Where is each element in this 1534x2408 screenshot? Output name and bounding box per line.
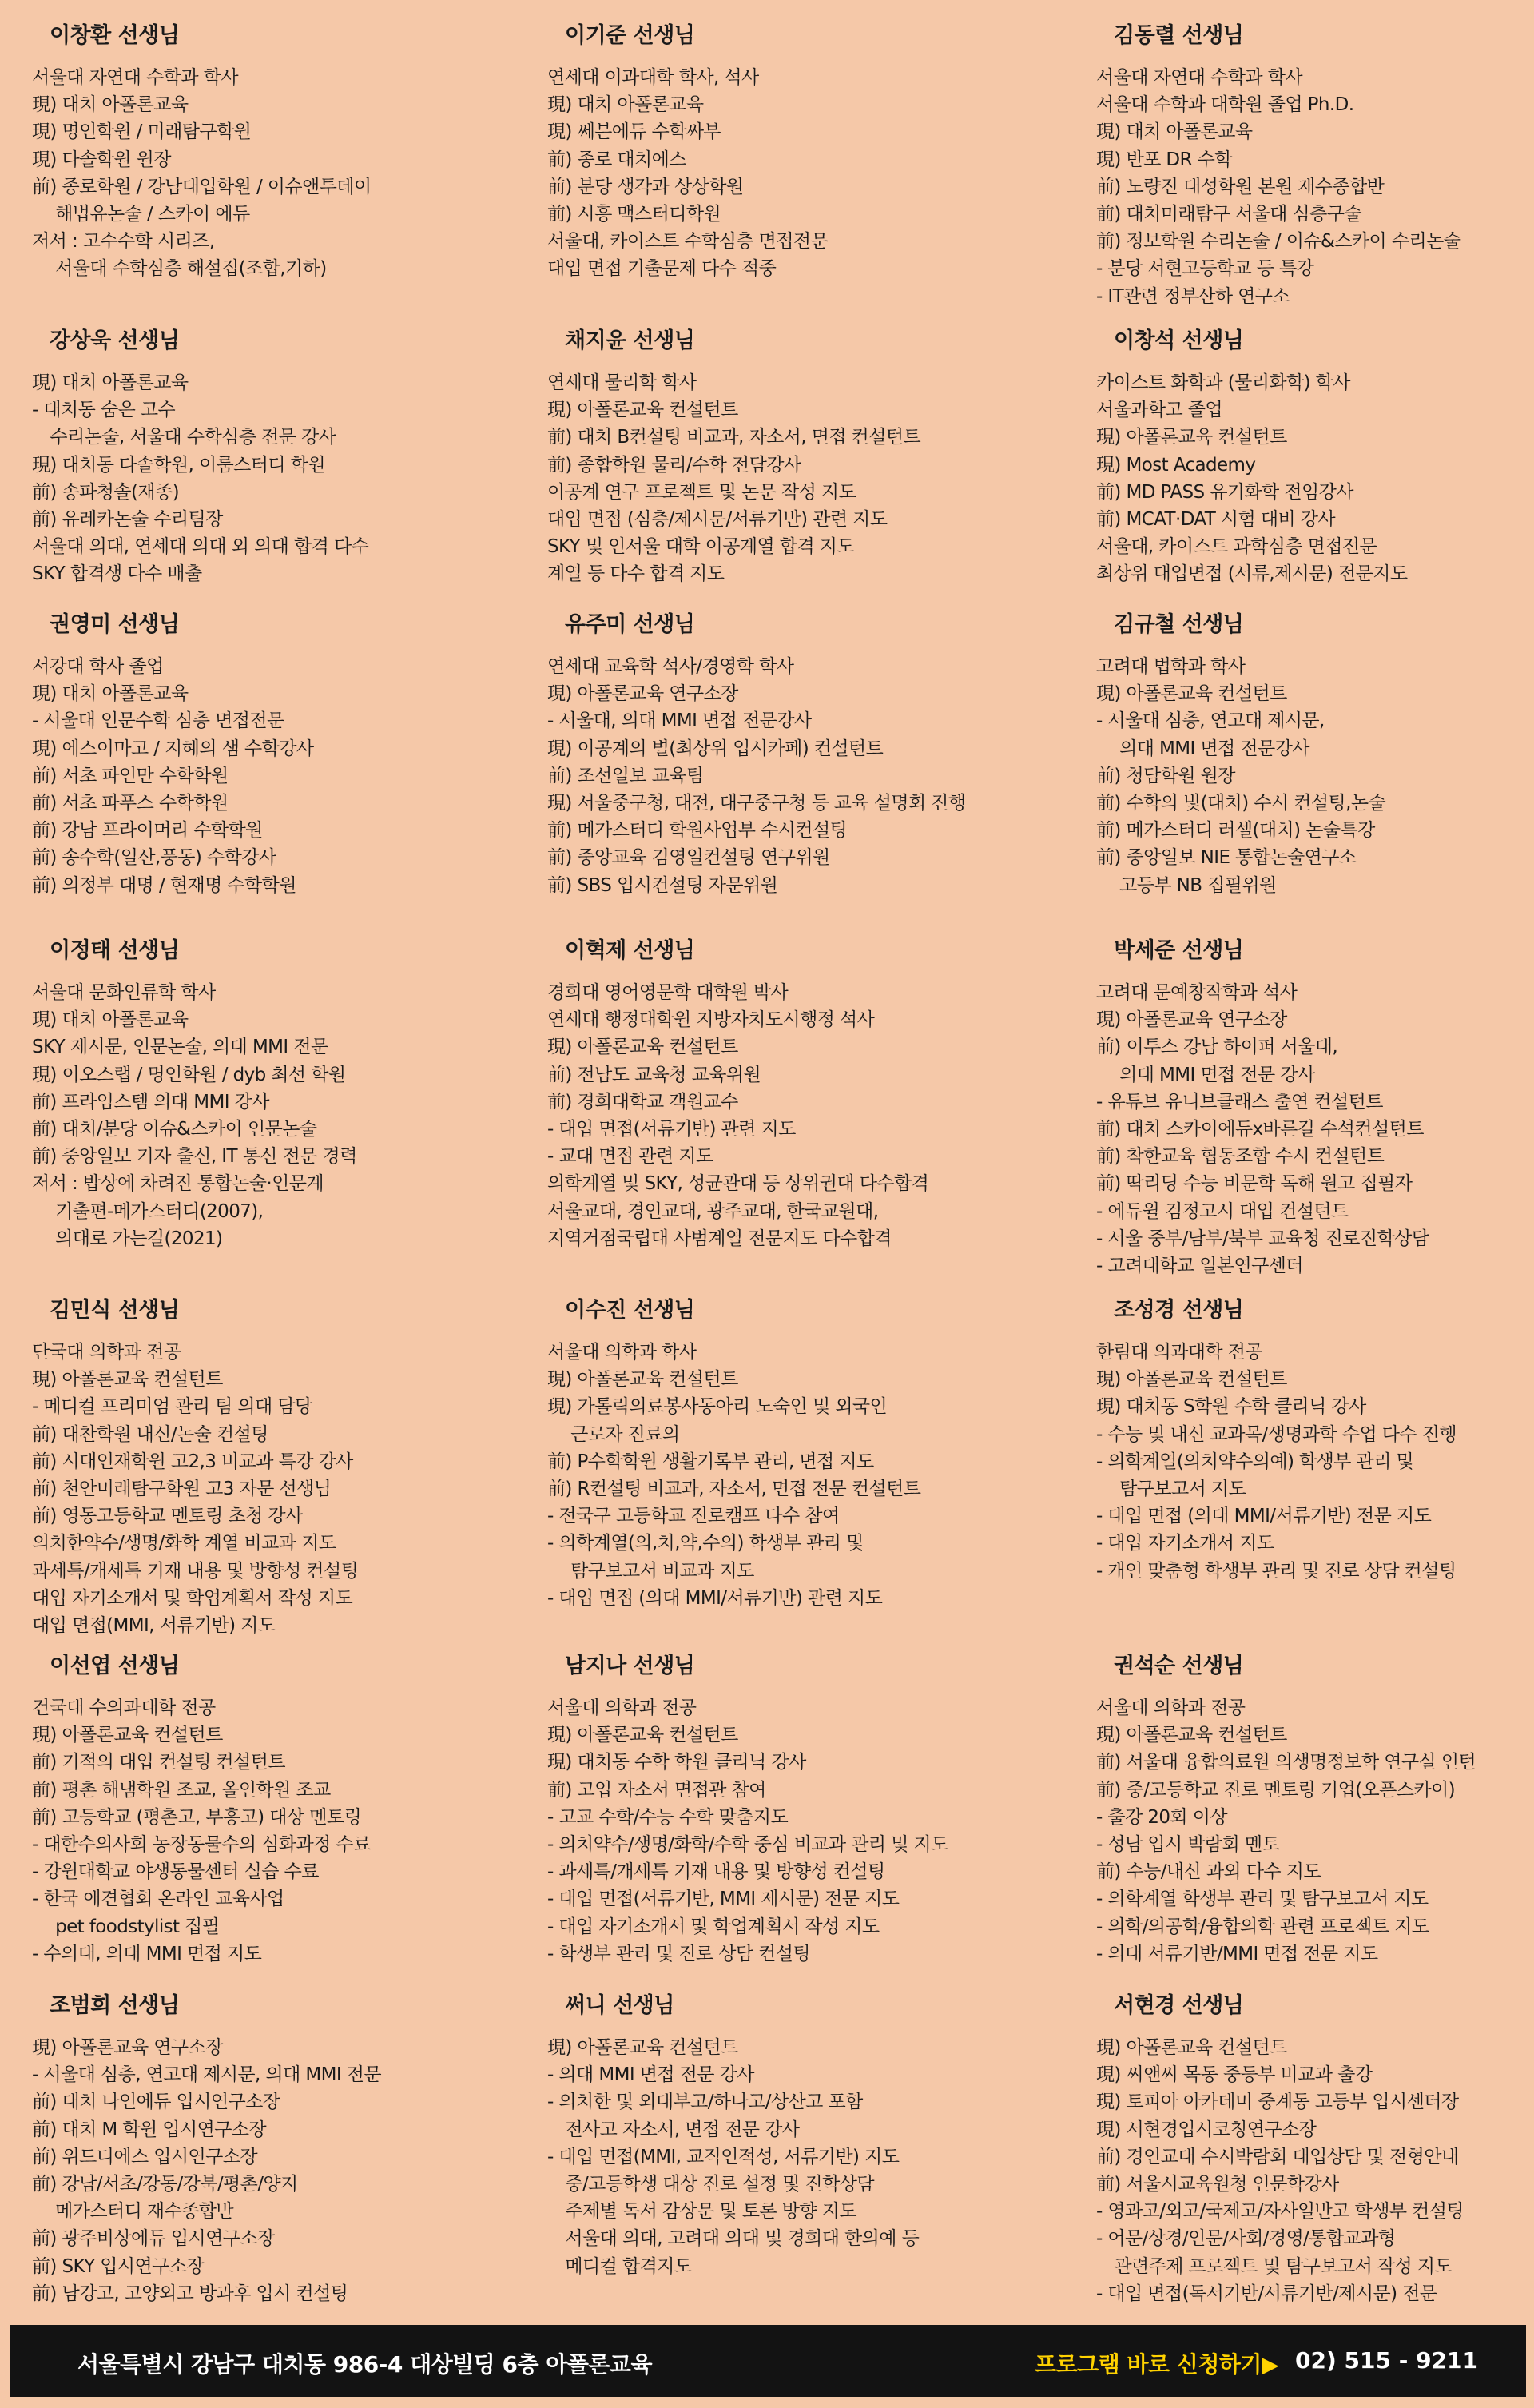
credential-line: 서울대, 카이스트 수학심층 면접전문 — [547, 231, 829, 253]
instructor-name: 김동렬 선생님 — [1114, 23, 1244, 48]
credential-line: 前) 강남/서초/강동/강북/평촌/양지 — [32, 2174, 298, 2195]
credential-line: 前) 송파청솔(재종) — [32, 481, 179, 503]
instructor-name: 써니 선생님 — [565, 1993, 674, 2018]
credential-line: 前) 종로 대치에스 — [547, 149, 686, 170]
credential-line: 前) 수학의 빛(대치) 수시 컨설팅,논술 — [1096, 793, 1386, 814]
credential-line: 근로자 진료의 — [547, 1423, 680, 1445]
credential-line: 주제별 독서 감상문 및 토론 방향 지도 — [547, 2201, 856, 2223]
credential-line: 前) 청담학원 원장 — [1096, 765, 1235, 786]
instructor-credentials — [1096, 369, 1528, 588]
credential-line: 前) 대치/분당 이슈&스카이 인문논술 — [32, 1119, 317, 1140]
instructor-card — [1096, 939, 1528, 1280]
credential-line: - 과세특/개세특 기재 내용 및 방향성 컨설팅 — [547, 1861, 885, 1883]
credential-line: 現) 토피아 아카데미 중계동 고등부 입시센터장 — [1096, 2092, 1459, 2113]
instructor-credentials — [1096, 64, 1528, 310]
credential-line: 의학계열 및 SKY, 성균관대 등 상위권대 다수합격 — [547, 1173, 929, 1195]
credential-line: 연세대 교육학 석사/경영학 학사 — [547, 656, 794, 677]
credential-line: 서울대 의대, 고려대 의대 및 경희대 한의예 등 — [547, 2228, 920, 2250]
credential-line: SKY 합격생 다수 배출 — [32, 563, 202, 585]
credential-line: 최상위 대입면접 (서류,제시문) 전문지도 — [1096, 563, 1408, 585]
credential-line: - 수의대, 의대 MMI 면접 지도 — [32, 1943, 262, 1964]
credential-line: 저서 : 고수수학 시리즈, — [32, 231, 215, 253]
footer-address: 서울특별시 강남구 대치동 986-4 대상빌딩 6층 아폴론교육 — [77, 2351, 653, 2378]
credential-line: 前) 송수학(일산,풍동) 수학강사 — [32, 847, 276, 869]
credential-line: 前) SKY 입시연구소장 — [32, 2255, 205, 2277]
credential-line: 서울대 의학과 학사 — [547, 1342, 697, 1363]
apply-program-link[interactable]: 프로그램 바로 신청하기▶ — [1035, 2351, 1279, 2378]
credential-line: - 의치약수/생명/화학/수학 중심 비교과 관리 및 지도 — [547, 1834, 948, 1856]
credential-line: 前) 대치 M 학원 입시연구소장 — [32, 2119, 267, 2140]
instructor-credentials — [32, 1339, 511, 1639]
credential-line: 前) 분당 생각과 상상학원 — [547, 176, 744, 197]
instructor-name: 김민식 선생님 — [50, 1298, 180, 1323]
instructor-name: 박세준 선생님 — [1114, 938, 1244, 963]
credential-line: 저서 : 밥상에 차려진 통합논술·인문계 — [32, 1173, 324, 1195]
credential-line: - 대입 면접(독서기반/서류기반/제시문) 전문 — [1096, 2283, 1437, 2304]
instructor-credentials — [32, 1694, 511, 1968]
credential-line: SKY 제시문, 인문논술, 의대 MMI 전문 — [32, 1037, 328, 1058]
credential-line: 前) 서초 파푸스 수학학원 — [32, 793, 229, 814]
instructor-name: 조성경 선생님 — [1114, 1298, 1244, 1323]
credential-line: 서울과학고 졸업 — [1096, 400, 1223, 421]
instructor-name: 이선엽 선생님 — [50, 1654, 180, 1678]
credential-line: SKY 및 인서울 대학 이공계열 합격 지도 — [547, 536, 855, 558]
credential-line: 現) 대치동 다솔학원, 이룸스터디 학원 — [32, 454, 325, 476]
credential-line: 現) 아폴론교육 컨설턴트 — [547, 1369, 738, 1391]
credential-line: - 서울대, 의대 MMI 면접 전문강사 — [547, 710, 812, 732]
instructor-credentials — [1096, 653, 1528, 899]
credential-line: 前) R컨설팅 비교과, 자소서, 면접 전문 컨설턴트 — [547, 1479, 921, 1500]
credential-line: 前) 종합학원 물리/수학 전담강사 — [547, 454, 801, 476]
instructor-credentials — [32, 64, 511, 283]
credential-line: 기출편-메가스터디(2007), — [32, 1200, 264, 1222]
credential-line: 前) 종로학원 / 강남대입학원 / 이슈앤투데이 — [32, 176, 372, 197]
credential-line: 現) 아폴론교육 연구소장 — [547, 683, 738, 705]
credential-line: - 수능 및 내신 교과목/생명과학 수업 다수 진행 — [1096, 1423, 1457, 1445]
credential-line: 現) 쎄븐에듀 수학싸부 — [547, 121, 721, 143]
credential-line: - 대치동 숨은 고수 — [32, 400, 176, 421]
credential-line: 前) 대치 스카이에듀x바른길 수석컨설턴트 — [1096, 1119, 1424, 1140]
credential-line: 이공계 연구 프로젝트 및 논문 작성 지도 — [547, 481, 856, 503]
credential-line: 前) 서초 파인만 수학학원 — [32, 765, 229, 786]
credential-line: 現) 이공계의 별(최상위 입시카페) 컨설턴트 — [547, 738, 884, 759]
credential-line: 現) 이오스랩 / 명인학원 / dyb 최선 학원 — [32, 1064, 346, 1085]
credential-line: 現) 대치 아폴론교육 — [32, 1009, 189, 1031]
credential-line: 서울대 의대, 연세대 의대 외 의대 합격 다수 — [32, 536, 369, 558]
credential-line: 現) 아폴론교육 컨설턴트 — [547, 400, 738, 421]
credential-line: 前) SBS 입시컨설팅 자문위원 — [547, 874, 778, 896]
credential-line: 現) 대치 아폴론교육 — [1096, 121, 1253, 143]
instructor-card — [1096, 1299, 1528, 1585]
credential-line: 건국대 수의과대학 전공 — [32, 1698, 216, 1718]
instructor-card — [547, 1654, 1059, 1968]
instructor-credentials — [547, 979, 1059, 1252]
credential-line: 前) MD PASS 유기화학 전임강사 — [1096, 481, 1353, 503]
credential-line: - 대입 자기소개서 및 학업계획서 작성 지도 — [547, 1916, 880, 1937]
instructor-credentials — [1096, 1339, 1528, 1585]
instructor-credentials — [32, 369, 511, 588]
credential-line: - 서울대 심층, 연고대 제시문, — [1096, 710, 1325, 732]
instructor-card — [547, 613, 1059, 899]
credential-line: 現) 대치 아폴론교육 — [32, 372, 189, 393]
credential-line: - 한국 애견협회 온라인 교육사업 — [32, 1889, 284, 1910]
instructor-name: 이창석 선생님 — [1114, 328, 1244, 353]
credential-line: 前) 평촌 해냄학원 조교, 올인학원 조교 — [32, 1779, 331, 1801]
instructor-card — [547, 1994, 1059, 2280]
instructor-name: 이기준 선생님 — [565, 23, 695, 48]
credential-line: 지역거점국립대 사범계열 전문지도 다수합격 — [547, 1228, 892, 1249]
credential-line: 의대 MMI 면접 전문강사 — [1096, 738, 1309, 759]
credential-line: 경희대 영어영문학 대학원 박사 — [547, 982, 789, 1003]
credential-line: - 고교 수학/수능 수학 맞춤지도 — [547, 1806, 789, 1828]
instructor-card — [1096, 613, 1528, 899]
credential-line: 前) 고입 자소서 면접관 참여 — [547, 1779, 766, 1801]
credential-line: - 학생부 관리 및 진로 상담 컨설팅 — [547, 1943, 810, 1964]
instructor-credentials — [547, 369, 1059, 588]
credential-line: - 의학/의공학/융합의학 관련 프로젝트 지도 — [1096, 1916, 1429, 1937]
credential-line: - 의학계열(의치약수의예) 학생부 관리 및 — [1096, 1451, 1414, 1472]
credential-line: 과세특/개세특 기재 내용 및 방향성 컨설팅 — [32, 1560, 359, 1582]
footer-bar — [10, 2325, 1526, 2397]
credential-line: 現) 대치 아폴론교육 — [547, 94, 704, 116]
credential-line: 前) 노량진 대성학원 본원 재수종합반 — [1096, 176, 1385, 197]
credential-line: 前) 유레카논술 수리팀장 — [32, 509, 223, 531]
instructor-card — [32, 1994, 511, 2307]
credential-line: - 의학계열(의,치,약,수의) 학생부 관리 및 — [547, 1533, 864, 1554]
credential-line: 現) 대치 아폴론교육 — [32, 683, 189, 705]
credential-line: 現) 아폴론교육 컨설턴트 — [547, 2037, 738, 2058]
credential-line: 現) 대치동 S학원 수학 클리닉 강사 — [1096, 1396, 1366, 1418]
credential-line: - 서울대 인문수학 심층 면접전문 — [32, 710, 284, 732]
credential-line: 단국대 의학과 전공 — [32, 1342, 181, 1363]
credential-line: 前) 프라임스템 의대 MMI 강사 — [32, 1091, 269, 1112]
credential-line: 現) 서울중구청, 대전, 대구중구청 등 교육 설명회 진행 — [547, 793, 966, 814]
credential-line: - 고려대학교 일본연구센터 — [1096, 1256, 1303, 1277]
credential-line: 前) 조선일보 교육팀 — [547, 765, 704, 786]
phone-number[interactable]: 02) 515 - 9211 — [1295, 2347, 1479, 2374]
credential-line: 대입 면접 (심층/제시문/서류기반) 관련 지도 — [547, 509, 888, 531]
credential-line: 前) 고등학교 (평촌고, 부흥고) 대상 멘토링 — [32, 1806, 362, 1828]
instructor-card — [32, 1654, 511, 1968]
credential-line: 現) 아폴론교육 컨설턴트 — [1096, 683, 1287, 705]
credential-line: 대입 자기소개서 및 학업계획서 작성 지도 — [32, 1587, 353, 1609]
credential-line: 메디컬 합격지도 — [547, 2255, 692, 2277]
credential-line: - 출강 20회 이상 — [1096, 1806, 1227, 1828]
credential-line: - 교대 면접 관련 지도 — [547, 1146, 713, 1168]
credential-line: 前) 서울대 융합의료원 의생명정보학 연구실 인턴 — [1096, 1752, 1476, 1773]
credential-line: 現) 아폴론교육 컨설턴트 — [1096, 1725, 1287, 1746]
instructor-card — [32, 329, 511, 588]
instructor-card — [547, 24, 1059, 283]
credential-line: 서강대 학사 졸업 — [32, 656, 164, 677]
instructor-card — [1096, 329, 1528, 588]
credential-line: 탐구보고서 비교과 지도 — [547, 1560, 754, 1582]
credential-line: - 메디컬 프리미엄 관리 팀 의대 담당 — [32, 1396, 312, 1418]
credential-line: 前) MCAT·DAT 시험 대비 강사 — [1096, 509, 1336, 531]
credential-line: 前) 정보학원 수리논술 / 이슈&스카이 수리논술 — [1096, 231, 1461, 253]
credential-line: 前) 중앙일보 NIE 통합논술연구소 — [1096, 847, 1357, 869]
credential-line: 중/고등학생 대상 진로 설정 및 진학상담 — [547, 2174, 874, 2195]
instructor-card — [1096, 24, 1528, 310]
credential-line: 前) 천안미래탐구학원 고3 자문 선생님 — [32, 1479, 332, 1500]
credential-line: 前) 기적의 대입 컨설팅 컨설턴트 — [32, 1752, 286, 1773]
instructor-credentials — [547, 2034, 1059, 2280]
instructor-card — [32, 24, 511, 283]
credential-line: 前) 대찬학원 내신/논술 컨설팅 — [32, 1423, 268, 1445]
credential-line: - 전국구 고등학교 진로캠프 다수 참여 — [547, 1506, 840, 1527]
credential-line: 前) 메가스터디 러셀(대치) 논술특강 — [1096, 820, 1375, 842]
credential-line: 서울대 자연대 수학과 학사 — [32, 67, 238, 88]
instructor-card — [32, 939, 511, 1252]
credential-line: - 영과고/외고/국제고/자사일반고 학생부 컨설팅 — [1096, 2201, 1464, 2223]
credential-line: - 대입 면접 (의대 MMI/서류기반) 전문 지도 — [1096, 1506, 1432, 1527]
instructor-name: 채지윤 선생님 — [565, 328, 695, 353]
credential-line: - 대입 자기소개서 지도 — [1096, 1533, 1274, 1554]
instructor-name: 강상욱 선생님 — [50, 328, 180, 353]
credential-line: 現) 아폴론교육 연구소장 — [32, 2037, 223, 2058]
credential-line: - 의대 서류기반/MMI 면접 전문 지도 — [1096, 1943, 1378, 1964]
credential-line: - 성남 입시 박람회 멘토 — [1096, 1834, 1280, 1856]
instructor-credentials — [1096, 1694, 1528, 1968]
credential-line: 前) 전남도 교육청 교육위원 — [547, 1064, 761, 1085]
credential-line: - 의대 MMI 면접 전문 강사 — [547, 2064, 754, 2086]
credential-line: 해법유논술 / 스카이 에듀 — [32, 204, 250, 225]
credential-line: 연세대 물리학 학사 — [547, 372, 697, 393]
credential-line: 대입 면접 기출문제 다수 적중 — [547, 258, 777, 280]
credential-line: 서울대 의학과 전공 — [1096, 1698, 1246, 1718]
instructor-card — [1096, 1994, 1528, 2307]
credential-line: 탐구보고서 지도 — [1096, 1479, 1246, 1500]
credential-line: - 서울 중부/남부/북부 교육청 진로진학상담 — [1096, 1228, 1429, 1249]
instructor-card — [1096, 1654, 1528, 1968]
instructor-name: 유주미 선생님 — [565, 612, 695, 637]
credential-line: 연세대 행정대학원 지방자치도시행정 석사 — [547, 1009, 875, 1031]
credential-line: 前) 시흥 맥스터디학원 — [547, 204, 721, 225]
instructor-name: 권영미 선생님 — [50, 612, 180, 637]
credential-line: 前) 메가스터디 학원사업부 수시컨설팅 — [547, 820, 848, 842]
instructor-name: 이혁제 선생님 — [565, 938, 695, 963]
credential-line: 現) 명인학원 / 미래탐구학원 — [32, 121, 252, 143]
credential-line: - 대입 면접(서류기반) 관련 지도 — [547, 1119, 796, 1140]
credential-line: 前) 착한교육 협동조합 수시 컨설턴트 — [1096, 1146, 1385, 1168]
credential-line: 前) 강남 프라이머리 수학학원 — [32, 820, 263, 842]
instructor-card — [32, 1299, 511, 1639]
credential-line: 現) 대치 아폴론교육 — [32, 94, 189, 116]
credential-line: 前) 대치미래탐구 서울대 심층구술 — [1096, 204, 1361, 225]
credential-line: 現) 아폴론교육 컨설턴트 — [547, 1725, 738, 1746]
credential-line: 한림대 의과대학 전공 — [1096, 1342, 1262, 1363]
credential-line: 前) 중앙일보 기자 출신, IT 통신 전문 경력 — [32, 1146, 357, 1168]
credential-line: 前) 대치 나인에듀 입시연구소장 — [32, 2092, 280, 2113]
instructor-credentials — [547, 1339, 1059, 1612]
credential-line: 現) 아폴론교육 컨설턴트 — [32, 1369, 223, 1391]
instructor-name: 서현경 선생님 — [1114, 1993, 1244, 2018]
credential-line: 現) 아폴론교육 컨설턴트 — [547, 1037, 738, 1058]
credential-line: - 대입 면접(MMI, 교직인적성, 서류기반) 지도 — [547, 2146, 900, 2167]
credential-line: 의대로 가는길(2021) — [32, 1228, 223, 1249]
credential-line: 서울대, 카이스트 과학심층 면접전문 — [1096, 536, 1377, 558]
instructor-card — [547, 329, 1059, 588]
credential-line: - 서울대 심층, 연고대 제시문, 의대 MMI 전문 — [32, 2064, 382, 2086]
credential-line: 前) 서울시교육원청 인문학강사 — [1096, 2174, 1339, 2195]
credential-line: 前) 시대인재학원 고2,3 비교과 특강 강사 — [32, 1451, 353, 1472]
credential-line: - 강원대학교 야생동물센터 실습 수료 — [32, 1861, 319, 1883]
instructor-name: 남지나 선생님 — [565, 1654, 695, 1678]
credential-line: 연세대 이과대학 학사, 석사 — [547, 67, 759, 88]
instructor-name: 이정태 선생님 — [50, 938, 180, 963]
credential-line: 前) 위드디에스 입시연구소장 — [32, 2146, 257, 2167]
credential-line: - 분당 서현고등학교 등 특강 — [1096, 258, 1314, 280]
credential-line: 서울대 문화인류학 학사 — [32, 982, 216, 1003]
credential-line: 고등부 NB 집필위원 — [1096, 874, 1277, 896]
credential-line: - 유튜브 유니브클래스 출연 컨설턴트 — [1096, 1091, 1383, 1112]
credential-line: 現) 반포 DR 수학 — [1096, 149, 1232, 170]
credential-line: - IT관련 정부산하 연구소 — [1096, 285, 1290, 307]
credential-line: 前) 의정부 대명 / 현재명 수학학원 — [32, 874, 296, 896]
credential-line: 現) 아폴론교육 컨설턴트 — [1096, 427, 1287, 448]
credential-line: 고려대 문예창작학과 석사 — [1096, 982, 1298, 1003]
instructor-card — [547, 1299, 1059, 1612]
credential-line: pet foodstylist 집필 — [32, 1916, 220, 1937]
credential-line: 서울대 의학과 전공 — [547, 1698, 697, 1718]
credential-line: 메가스터디 재수종합반 — [32, 2201, 234, 2223]
credential-line: 現) 가톨릭의료봉사동아리 노숙인 및 외국인 — [547, 1396, 888, 1418]
credential-line: 前) 광주비상에듀 입시연구소장 — [32, 2228, 275, 2250]
instructor-name: 김규철 선생님 — [1114, 612, 1244, 637]
credential-line: 現) 대치동 수학 학원 클리닉 강사 — [547, 1752, 806, 1773]
credential-line: 수리논술, 서울대 수학심층 전문 강사 — [32, 427, 336, 448]
credential-line: 고려대 법학과 학사 — [1096, 656, 1246, 677]
credential-line: 前) 중/고등학교 진로 멘토링 기업(오픈스카이) — [1096, 1779, 1456, 1801]
credential-line: - 개인 맞춤형 학생부 관리 및 진로 상담 컨설팅 — [1096, 1560, 1457, 1582]
credential-line: 서울대 수학과 대학원 졸업 Ph.D. — [1096, 94, 1354, 116]
credential-line: 前) 중앙교육 김영일컨설팅 연구위원 — [547, 847, 830, 869]
credential-line: 계열 등 다수 합격 지도 — [547, 563, 725, 585]
instructor-name: 권석순 선생님 — [1114, 1654, 1244, 1678]
credential-line: 前) 남강고, 고양외고 방과후 입시 컨설팅 — [32, 2283, 348, 2304]
credential-line: 관련주제 프로젝트 및 탐구보고서 작성 지도 — [1096, 2255, 1453, 2277]
credential-line: 現) 아폴론교육 컨설턴트 — [1096, 2037, 1287, 2058]
credential-line: 前) 대치 B컨설팅 비교과, 자소서, 면접 컨설턴트 — [547, 427, 921, 448]
credential-line: 現) 에스이마고 / 지혜의 샘 수학강사 — [32, 738, 314, 759]
instructor-credentials — [1096, 2034, 1528, 2307]
credential-line: 現) 다솔학원 원장 — [32, 149, 171, 170]
credential-line: 前) P수학학원 생활기록부 관리, 면접 지도 — [547, 1451, 874, 1472]
credential-line: 現) 아폴론교육 연구소장 — [1096, 1009, 1287, 1031]
instructor-card — [32, 613, 511, 899]
credential-line: - 대입 면접(서류기반, MMI 제시문) 전문 지도 — [547, 1889, 900, 1910]
credential-line: 現) Most Academy — [1096, 454, 1256, 476]
credential-line: - 어문/상경/인문/사회/경영/통합교과형 — [1096, 2228, 1396, 2250]
instructor-card — [547, 939, 1059, 1252]
instructor-credentials — [547, 64, 1059, 283]
credential-line: 現) 아폴론교육 컨설턴트 — [1096, 1369, 1287, 1391]
credential-line: 前) 영동고등학교 멘토링 초청 강사 — [32, 1506, 303, 1527]
instructor-credentials — [32, 979, 511, 1252]
credential-line: 前) 수능/내신 과외 다수 지도 — [1096, 1861, 1321, 1883]
credential-line: 대입 면접(MMI, 서류기반) 지도 — [32, 1615, 276, 1637]
credential-line: 現) 씨앤씨 목동 중등부 비교과 출강 — [1096, 2064, 1373, 2086]
instructor-credentials — [32, 2034, 511, 2307]
credential-line: 前) 경인교대 수시박람회 대입상담 및 전형안내 — [1096, 2146, 1459, 2167]
credential-line: - 의치한 및 외대부고/하나고/상산고 포함 — [547, 2092, 863, 2113]
credential-line: - 에듀윌 검정고시 대입 컨설턴트 — [1096, 1200, 1349, 1222]
credential-line: 現) 서현경입시코칭연구소장 — [1096, 2119, 1317, 2140]
instructor-name: 이창환 선생님 — [50, 23, 180, 48]
credential-line: - 의학계열 학생부 관리 및 탐구보고서 지도 — [1096, 1889, 1429, 1910]
instructor-credentials — [1096, 979, 1528, 1280]
credential-line: 전사고 자소서, 면접 전문 강사 — [547, 2119, 800, 2140]
instructor-credentials — [547, 1694, 1059, 1968]
credential-line: 現) 아폴론교육 컨설턴트 — [32, 1725, 223, 1746]
credential-line: 前) 딱리딩 수능 비문학 독해 원고 집필자 — [1096, 1173, 1413, 1195]
credential-line: - 대한수의사회 농장동물수의 심화과정 수료 — [32, 1834, 371, 1856]
credential-line: 서울대 수학심층 해설집(조합,기하) — [32, 258, 327, 280]
instructor-credentials — [547, 653, 1059, 899]
instructor-name: 이수진 선생님 — [565, 1298, 695, 1323]
credential-line: 의치한약수/생명/화학 계열 비교과 지도 — [32, 1533, 336, 1554]
instructor-credentials — [32, 653, 511, 899]
credential-line: 의대 MMI 면접 전문 강사 — [1096, 1064, 1315, 1085]
credential-line: 카이스트 화학과 (물리화학) 학사 — [1096, 372, 1350, 393]
credential-line: 서울교대, 경인교대, 광주교대, 한국교원대, — [547, 1200, 879, 1222]
credential-line: 前) 경희대학교 객원교수 — [547, 1091, 738, 1112]
credential-line: 서울대 자연대 수학과 학사 — [1096, 67, 1302, 88]
credential-line: 前) 이투스 강남 하이퍼 서울대, — [1096, 1037, 1338, 1058]
instructor-name: 조범희 선생님 — [50, 1993, 180, 2018]
credential-line: - 대입 면접 (의대 MMI/서류기반) 관련 지도 — [547, 1587, 883, 1609]
